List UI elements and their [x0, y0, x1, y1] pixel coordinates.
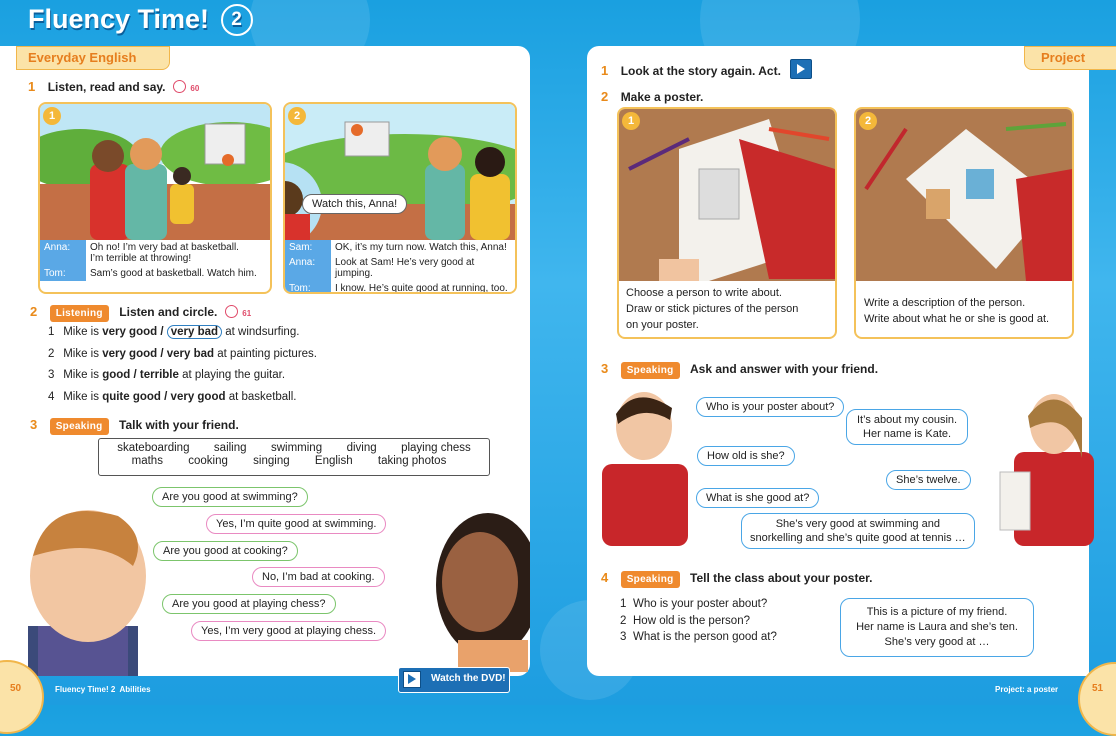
item-text: How old is the person? [633, 614, 750, 627]
dialog-panel-1 [40, 240, 270, 281]
section-label-left-text: Everyday English [28, 50, 137, 65]
speech-bubble: No, I’m bad at cooking. [252, 567, 385, 587]
list-item [48, 365, 317, 387]
option-a[interactable]: very good [102, 326, 158, 338]
speech-bubble: She’s twelve. [886, 470, 971, 490]
panel-number: 2 [288, 107, 306, 125]
right-ex2-header [601, 88, 703, 106]
footer-text-right: Project: a poster [995, 685, 1059, 694]
word: cooking [188, 455, 228, 467]
option-separator: / [160, 391, 171, 404]
option-a[interactable]: very good [102, 347, 158, 360]
caption [626, 285, 798, 333]
item-text: What is the person good at? [633, 631, 777, 643]
boy-with-poster-photo [596, 384, 692, 546]
ex-number: 2 [30, 304, 38, 319]
word: taking photos [377, 455, 447, 467]
poster-scene-1 [619, 109, 835, 281]
speaker: Tom: [285, 281, 331, 294]
ex-instruction: Tell the class about your poster. [690, 571, 873, 585]
item-text: Mike is [63, 326, 99, 338]
word: English [314, 455, 353, 467]
speech-bubble [741, 513, 975, 549]
speaker: Anna: [285, 255, 331, 281]
dialog-panel-2 [285, 240, 515, 294]
speech-bubble [840, 598, 1034, 657]
option-b-circled[interactable]: very bad [167, 325, 222, 339]
option-separator: / [157, 347, 167, 360]
footer-text-left: Fluency Time! 2 Abilities [55, 685, 151, 694]
right-ex3-header [601, 360, 878, 379]
speaker: Sam: [285, 240, 331, 255]
word: skateboarding [117, 442, 190, 454]
item-number: 4 [48, 391, 55, 404]
skill-tag: Speaking [50, 418, 109, 435]
caption [864, 295, 1049, 327]
word-box [98, 438, 490, 476]
left-ex2-header [30, 303, 251, 322]
right-ex1-header [601, 62, 781, 80]
bubble-line: She’s very good at … [884, 636, 990, 648]
left-ex1-header [28, 78, 199, 96]
video-button[interactable] [790, 59, 812, 79]
play-triangle-icon [408, 674, 416, 684]
photo-number: 2 [859, 112, 877, 130]
ex-number: 3 [30, 417, 38, 432]
audio-icon[interactable] [225, 305, 238, 318]
play-icon [797, 64, 805, 74]
ex-instruction: Look at the story again. Act. [620, 64, 781, 78]
watch-dvd-button[interactable] [398, 667, 510, 693]
girl-photo [418, 490, 530, 672]
item-number: 2 [620, 614, 627, 627]
comic-scene-1 [40, 104, 270, 240]
bubble-line: This is a picture of my friend. [866, 606, 1008, 618]
skill-tag: Speaking [621, 571, 680, 588]
ex-number: 4 [601, 570, 609, 585]
item-text: at playing the guitar. [182, 369, 286, 382]
bubble-line: She’s very good at swimming and [775, 518, 940, 530]
bubble-line: snorkelling and she’s quite good at tennis … [750, 532, 966, 544]
speech-bubble: Are you good at swimming? [152, 487, 308, 507]
comic-scene-2 [285, 104, 515, 240]
list-item [48, 344, 317, 366]
left-ex3-header [30, 416, 239, 435]
dialog-line: OK, it’s my turn now. Watch this, Anna! [331, 240, 515, 255]
item-text: at basketball. [228, 391, 297, 404]
list-item [48, 322, 317, 344]
option-a[interactable]: quite good [102, 391, 161, 404]
ex-instruction: Talk with your friend. [119, 418, 239, 432]
caption-line: Choose a person to write about. [626, 287, 782, 299]
page-number-left: 50 [10, 683, 22, 694]
word: playing chess [401, 442, 471, 454]
bubble-line: Her name is Laura and she’s ten. [856, 621, 1018, 633]
word: swimming [270, 442, 323, 454]
item-number: 3 [48, 369, 55, 382]
audio-icon[interactable] [173, 80, 186, 93]
item-text: Mike is [63, 369, 99, 382]
item-text: Mike is [63, 391, 99, 404]
item-text: at windsurfing. [225, 326, 300, 338]
bubble-line: Her name is Kate. [863, 428, 952, 440]
option-separator: / [130, 369, 140, 382]
ex-instruction: Listen and circle. [119, 305, 218, 319]
watch-dvd-label: Watch the DVD! [431, 673, 506, 684]
word: diving [346, 442, 377, 454]
word: sailing [213, 442, 247, 454]
photo-number: 1 [622, 112, 640, 130]
skill-tag: Listening [50, 305, 109, 322]
item-number: 3 [620, 631, 627, 643]
bubble-line: It’s about my cousin. [857, 414, 958, 426]
list-item [620, 596, 777, 613]
list-item [48, 387, 317, 409]
right-ex4-header [601, 569, 873, 588]
item-text: Mike is [63, 347, 99, 360]
speech-bubble: How old is she? [697, 446, 795, 466]
option-b[interactable]: terrible [139, 369, 179, 382]
word: singing [253, 455, 290, 467]
dialog-line: I know. He’s quite good at running, too. [331, 281, 515, 294]
item-number: 1 [48, 326, 55, 338]
speech-bubble: What is she good at? [696, 488, 819, 508]
word-row [99, 439, 489, 454]
page-title: Fluency Time! 2 [28, 4, 253, 36]
skill-tag: Speaking [621, 362, 680, 379]
dialog-line: Sam’s good at basketball. Watch him. [86, 266, 270, 281]
speech-bubble: Are you good at playing chess? [162, 594, 336, 614]
caption-line: Write a description of the person. [864, 297, 1026, 309]
ex-number: 1 [28, 79, 36, 94]
item-text: Who is your poster about? [633, 598, 768, 610]
boy-photo [8, 496, 158, 676]
ex-number: 3 [601, 361, 609, 376]
ex-number: 1 [601, 63, 609, 78]
speech-bubble: Who is your poster about? [696, 397, 844, 417]
panel-number: 1 [43, 107, 61, 125]
ex-number: 2 [601, 89, 609, 104]
poster-photo-1 [617, 107, 837, 339]
question-list [620, 596, 777, 646]
option-separator: / [157, 326, 167, 338]
dialog-line-text: I’m terrible at throwing! [90, 253, 192, 264]
option-a[interactable]: good [102, 369, 131, 382]
track-number: 61 [242, 309, 252, 318]
speech-bubble: Yes, I’m quite good at swimming. [206, 514, 386, 534]
poster-scene-2 [856, 109, 1072, 281]
comic-speech-bubble: Watch this, Anna! [302, 194, 407, 214]
item-text: at painting pictures. [217, 347, 317, 360]
poster-photo-2 [854, 107, 1074, 339]
dialog-line-text: Oh no! I’m very bad at basketball. [90, 242, 239, 253]
speaker: Anna: [40, 240, 86, 266]
speech-bubble: Yes, I’m very good at playing chess. [191, 621, 386, 641]
item-number: 1 [620, 598, 627, 610]
girl-with-poster-photo [984, 388, 1096, 546]
speaker: Tom: [40, 266, 86, 281]
speech-bubble [846, 409, 968, 445]
caption-line: on your poster. [626, 319, 699, 331]
option-b[interactable]: very good [170, 391, 226, 404]
ex-instruction: Make a poster. [620, 90, 704, 104]
item-number: 2 [48, 347, 55, 360]
dialog-line [86, 240, 270, 266]
speech-bubble: Are you good at cooking? [153, 541, 298, 561]
word-row [99, 454, 489, 467]
section-label-right-text: Project [1041, 50, 1086, 65]
ex-instruction: Listen, read and say. [47, 80, 166, 94]
list-item [620, 629, 777, 646]
caption-line: Draw or stick pictures of the person [626, 303, 799, 315]
page-number-right: 51 [1092, 683, 1104, 694]
option-b[interactable]: very bad [166, 347, 215, 360]
caption-line: Write about what he or she is good at. [864, 313, 1050, 325]
list-item [620, 613, 777, 630]
listen-items [48, 322, 317, 409]
comic-panel-1 [38, 102, 272, 294]
dialog-line: Look at Sam! He’s very good at jumping. [331, 255, 515, 281]
unit-number: 2 [221, 4, 253, 36]
track-number: 60 [190, 84, 200, 93]
ex-instruction: Ask and answer with your friend. [690, 362, 879, 376]
word: maths [131, 455, 163, 467]
